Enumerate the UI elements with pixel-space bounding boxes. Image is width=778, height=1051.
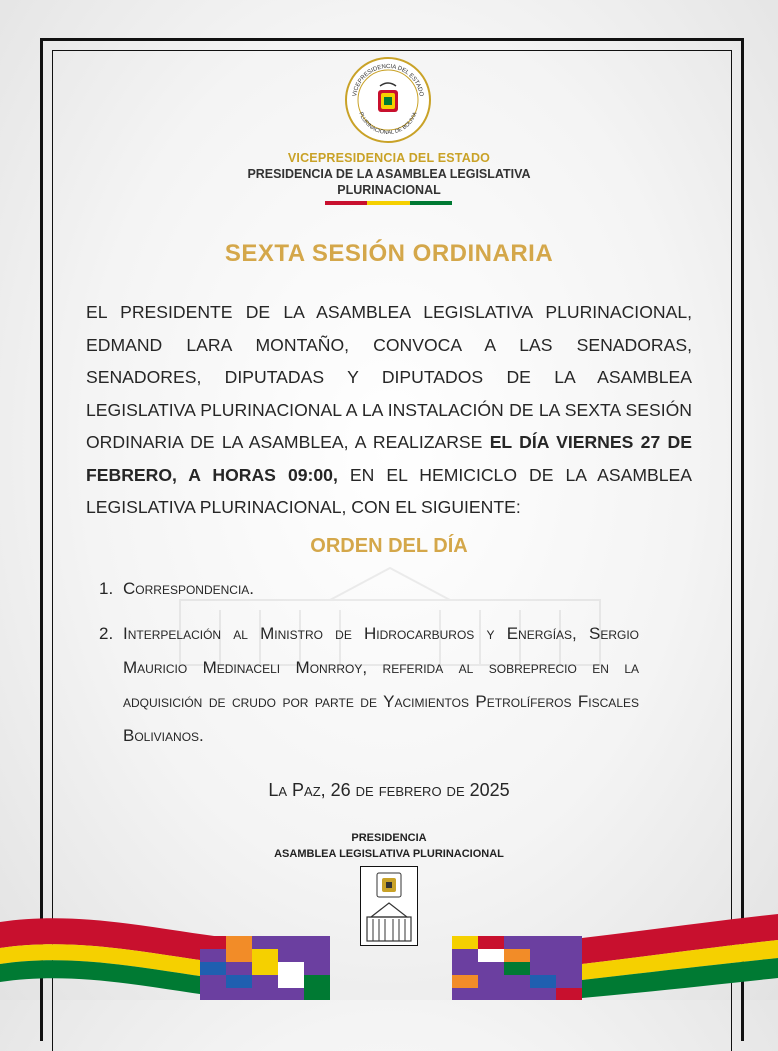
assembly-emblem <box>360 866 418 946</box>
convocation-part2: EN EL HEMICICLO DE LA ASAMBLEA LEGISLATIVA PLURINACIONAL, CON EL SIGUIENTE: <box>86 464 692 517</box>
convocation-date-time: EL DÍA VIERNES 27 DE FEBRERO, A HORAS 09:00, <box>86 432 692 485</box>
agenda-item-text: Interpelación al Ministro de Hidrocarburos y Energías, Sergio Mauricio Medinaceli Monrroy, referida al sobreprecio en la adquisición de crudo por parte de Yacimientos Petrolíferos Fiscales Bolivianos. <box>123 624 639 745</box>
agenda-list <box>99 575 639 753</box>
vicepresidency-seal-icon <box>344 56 432 144</box>
header-plurinational: PLURINACIONAL <box>337 183 441 197</box>
agenda-item-text: Correspondencia. <box>123 579 255 598</box>
document-title: SEXTA SESIÓN ORDINARIA <box>224 240 554 267</box>
signature-presidency: PRESIDENCIA <box>351 832 427 844</box>
assembly-building-icon <box>361 867 417 945</box>
signature-assembly: ASAMBLEA LEGISLATIVA PLURINACIONAL <box>274 848 504 860</box>
date-line: La Paz, 26 de febrero de 2025 <box>268 780 510 800</box>
agenda-item <box>99 617 639 753</box>
header-vicepresidency: VICEPRESIDENCIA DEL ESTADO <box>287 151 491 165</box>
agenda-heading: ORDEN DEL DÍA <box>310 535 468 557</box>
header-presidency: PRESIDENCIA DE LA ASAMBLEA LEGISLATIVA <box>247 167 531 181</box>
seal-top-text: VICEPRESIDENCIA DEL ESTADO <box>352 63 424 97</box>
convocation-paragraph <box>86 296 692 524</box>
agenda-item <box>99 575 639 603</box>
agenda-item-number: 2. <box>99 624 114 643</box>
convocation-part1: EL PRESIDENTE DE LA ASAMBLEA LEGISLATIVA PLURINACIONAL, EDMAND LARA MONTAÑO, CONVOCA A LAS SENADORAS, SENADORES, DIPUTADAS Y DIPUTADOS DE LA ASAMBLEA LEGISLATIVA PLURINACIONAL A LA INSTALACIÓN DE LA SEXTA SESIÓN ORDINARIA DE LA ASAMBLEA, A REALIZARSE <box>86 302 692 452</box>
seal-bottom-text: PLURINACIONAL DE BOLIVIA <box>357 111 419 137</box>
flag-stripe <box>325 201 452 205</box>
agenda-item-number: 1. <box>99 579 114 598</box>
